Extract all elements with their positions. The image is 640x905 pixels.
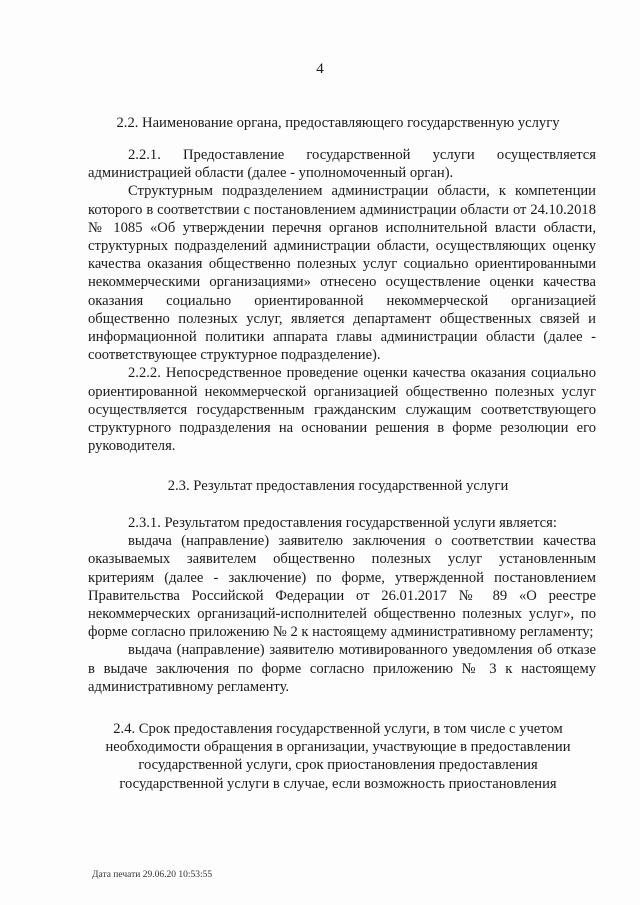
paragraph-2-3-conclusion: выдача (направление) заявителю заключения о соответствии качества оказываемых заявителем общественно полезных услуг установленным критериям (далее - заключение) по форме, утвержденной постановлением Правительства Российской Федерации от 26.01.2017 № 89 «О реестре некоммерческих организаций-исполнителей общественно полезных услуг», по форме согласно приложению № 2 к настоящему административному регламенту; bbox=[88, 533, 596, 641]
section-2-2-heading: 2.2. Наименование органа, предоставляющего государственную услугу bbox=[116, 115, 560, 131]
paragraph-2-3-refusal: выдача (направление) заявителю мотивированного уведомления об отказе в выдаче заключения по форме согласно приложению № 3 к настоящему административному регламенту. bbox=[88, 642, 596, 695]
section-2-4-heading bbox=[88, 720, 588, 793]
section-2-3-heading: 2.3. Результат предоставления государственной услуги bbox=[167, 478, 509, 494]
section-2-4-heading-line: необходимости обращения в организации, участвующие в предоставлении bbox=[105, 739, 571, 756]
paragraph-2-2-1: 2.2.1. Предоставление государственной услуги осуществляется администрацией области (далее - уполномоченный орган). bbox=[88, 147, 596, 182]
section-2-3-body bbox=[88, 514, 596, 696]
page-number: 4 bbox=[316, 61, 324, 77]
paragraph-2-2-2: 2.2.2. Непосредственное проведение оценки качества оказания социально ориентированной некоммерческой организацией общественно полезных услуг осуществляется государственным гражданским служащим соответствующего структурного подразделения на основании решения в форме резолюции его руководителя. bbox=[88, 365, 596, 455]
print-date: Дата печати 29.06.20 10:53:55 bbox=[92, 870, 213, 880]
section-2-4-heading-line: государственной услуги в случае, если возможность приостановления bbox=[119, 775, 557, 792]
section-2-2-body bbox=[88, 146, 596, 455]
section-2-4-heading-line: государственной услуги, срок приостановления предоставления bbox=[138, 757, 538, 774]
paragraph-2-3-1: 2.3.1. Результатом предоставления государственной услуги является: bbox=[128, 515, 557, 531]
paragraph-2-2-structural-unit: Структурным подразделением администрации области, к компетенции которого в соответствии с постановлением администрации области от 24.10.2018 № 1085 «Об утверждении перечня органов исполнительной власти области, структурных подразделений администрации области, осуществляющих оценку качества оказания общественно полезных услуг социально ориентированными некоммерческими организациями» отнесено осуществление оценки качества оказания социально ориентированной некоммерческой организацией общественно полезных услуг, является департамент общественных связей и информационной политики аппарата главы администрации области (далее - соответствующее структурное подразделение). bbox=[88, 183, 596, 364]
section-2-4-heading-line: 2.4. Срок предоставления государственной услуги, в том числе с учетом bbox=[113, 721, 563, 737]
